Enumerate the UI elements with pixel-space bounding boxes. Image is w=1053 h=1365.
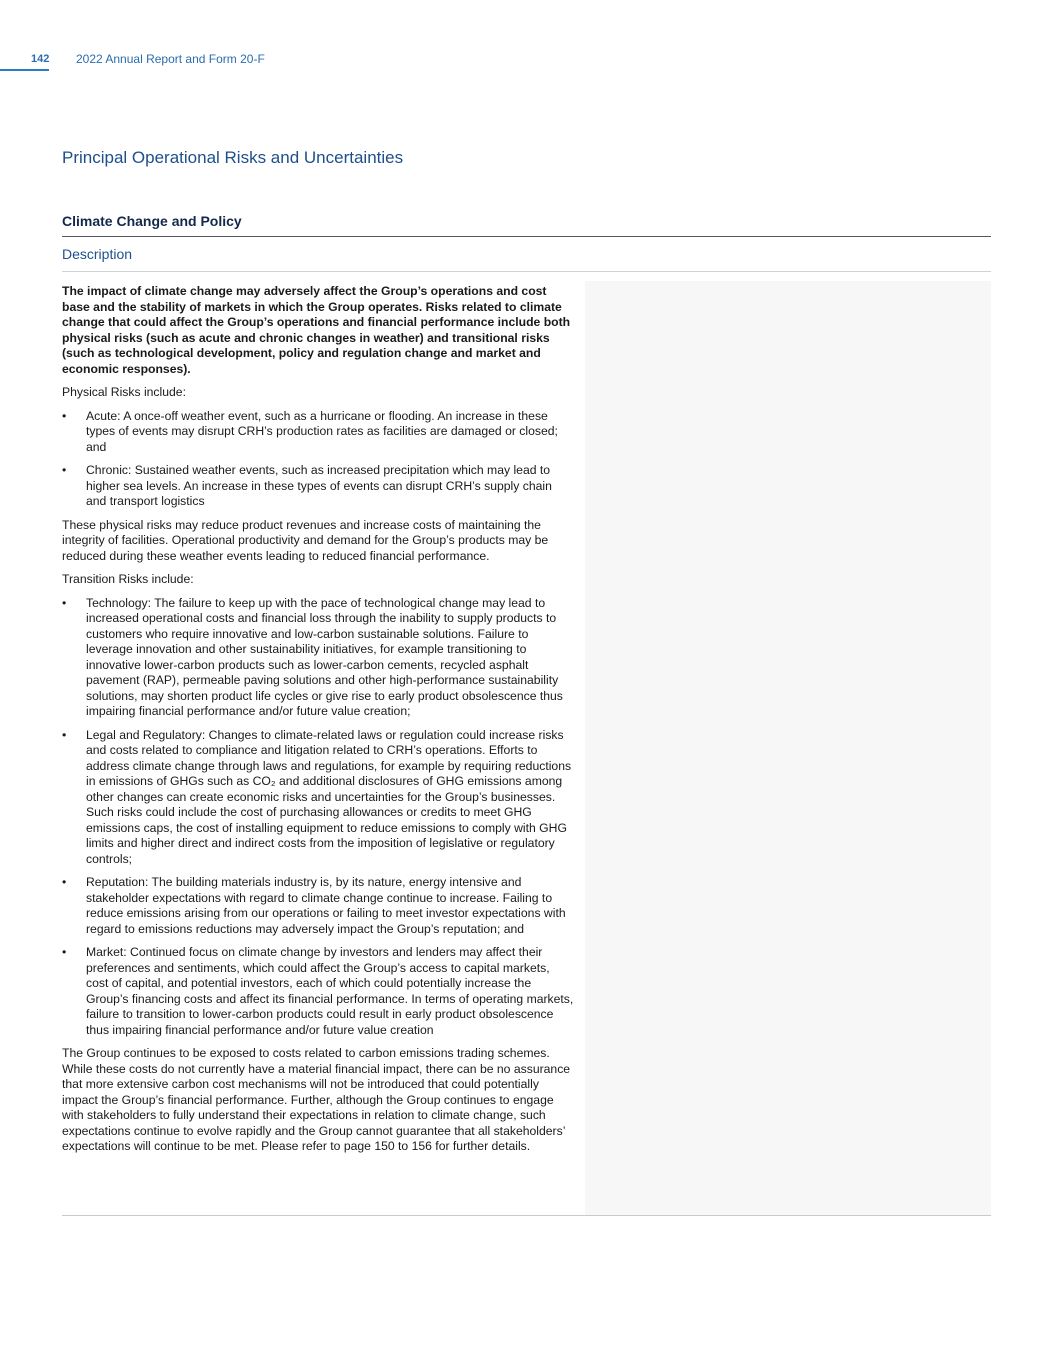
bullet-icon: • — [62, 727, 67, 742]
section-title: Principal Operational Risks and Uncertainties — [62, 148, 404, 168]
transition-risks-list — [62, 596, 574, 1039]
bullet-icon: • — [62, 595, 67, 610]
list-item — [62, 463, 574, 510]
right-column-panel — [585, 281, 991, 1215]
bullet-icon: • — [62, 945, 67, 959]
bullet-icon: • — [62, 408, 67, 423]
description-divider — [62, 271, 991, 272]
description-body — [62, 284, 574, 1163]
lead-paragraph: The impact of climate change may adversely affect the Group’s operations and cost base and the stability of markets in which the Group operates. Risks related to climate change that could affect the Group’s operations and financial performance include both physical risks (such as acute and chronic changes in weather) and transitional risks (such as technological development, policy and regulation change and market and economic responses). — [62, 284, 571, 376]
risk-title: Climate Change and Policy — [62, 213, 242, 229]
transition-risks-heading: Transition Risks include: — [62, 572, 194, 586]
report-title: 2022 Annual Report and Form 20-F — [76, 52, 265, 66]
list-item — [62, 409, 574, 456]
bullet-icon: • — [62, 875, 67, 889]
list-item — [62, 728, 574, 868]
list-item-text: Technology: The failure to keep up with the pace of technological change may lead to increased operational costs and financial loss through the inability to supply products to customers who require innovative and low-carbon sustainable solutions. Failure to leverage innovation and other sustainability initiatives, for example transitioning to innovative lower-carbon products such as lower-carbon cements, recycled asphalt pavement (RAP), permeable paving solutions and other high-performance sustainability solutions, may shorten product life cycles or give rise to early product obsolescence thus impairing financial performance and/or future value creation; — [86, 595, 563, 718]
bottom-divider — [62, 1215, 991, 1216]
description-label: Description — [62, 246, 133, 262]
bullet-icon: • — [62, 463, 67, 477]
list-item-text: Reputation: The building materials industry is, by its nature, energy intensive and stakeholder expectations with regard to climate change continue to increase. Failing to reduce emissions arising from our operations or failing to meet investor expectations with regard to emissions reductions may adversely impact the Group’s reputation; and — [86, 875, 566, 936]
physical-risks-summary: These physical risks may reduce product revenues and increase costs of maintaining the integrity of facilities. Operational productivity and demand for the Group’s products may be reduced during these weather events leading to reduced financial performance. — [62, 517, 549, 563]
list-item — [62, 596, 574, 720]
list-item — [62, 875, 574, 937]
title-divider — [62, 236, 991, 237]
page-number: 142 — [31, 53, 50, 65]
physical-risks-heading: Physical Risks include: — [62, 385, 186, 399]
closing-paragraph: The Group continues to be exposed to costs related to carbon emissions trading schemes. While these costs do not currently have a material financial impact, there can be no assurance that more extensive carbon cost mechanisms will not be introduced that could potentially impact the Group’s financial performance. Further, although the Group continues to engage with stakeholders to fully understand their expectations in relation to climate change, such expectations continue to evolve rapidly and the Group cannot guarantee that all stakeholders’ expectations will continue to be met. Please refer to page 150 to 156 for further details. — [62, 1046, 571, 1153]
list-item-text: Chronic: Sustained weather events, such as increased precipitation which may lead to higher sea levels. An increase in these types of events can disrupt CRH’s supply chain and transport logistics — [86, 463, 552, 508]
list-item — [62, 945, 574, 1038]
list-item-text: Legal and Regulatory: Changes to climate-related laws or regulation could increase risks and costs related to compliance and litigation related to CRH’s operations. Efforts to address climate change through laws and regulations, for example by requiring reductions in emissions of GHGs such as CO₂ and additional disclosures of GHG emissions among other changes can create economic risks and uncertainties for the Group’s businesses. Such risks could include the cost of purchasing allowances or credits to meet GHG emissions caps, the cost of installing equipment to reduce emissions to comply with GHG limits and higher direct and indirect costs from the imposition of legislative or regulatory controls; — [86, 727, 572, 866]
physical-risks-list — [62, 409, 574, 510]
page-number-underline — [0, 69, 49, 71]
list-item-text: Market: Continued focus on climate change by investors and lenders may affect their preferences and sentiments, which could affect the Group’s access to capital markets, cost of capital, and potential investors, each of which could potentially increase the Group’s financing costs and affect its financial performance. In terms of operating markets, failure to transition to lower-carbon products could result in early product obsolescence thus impairing financial performance and/or future value creation — [86, 945, 574, 1037]
page-header — [0, 50, 600, 72]
list-item-text: Acute: A once-off weather event, such as a hurricane or flooding. An increase in these types of events may disrupt CRH’s production rates as facilities are damaged or closed; and — [86, 408, 558, 454]
